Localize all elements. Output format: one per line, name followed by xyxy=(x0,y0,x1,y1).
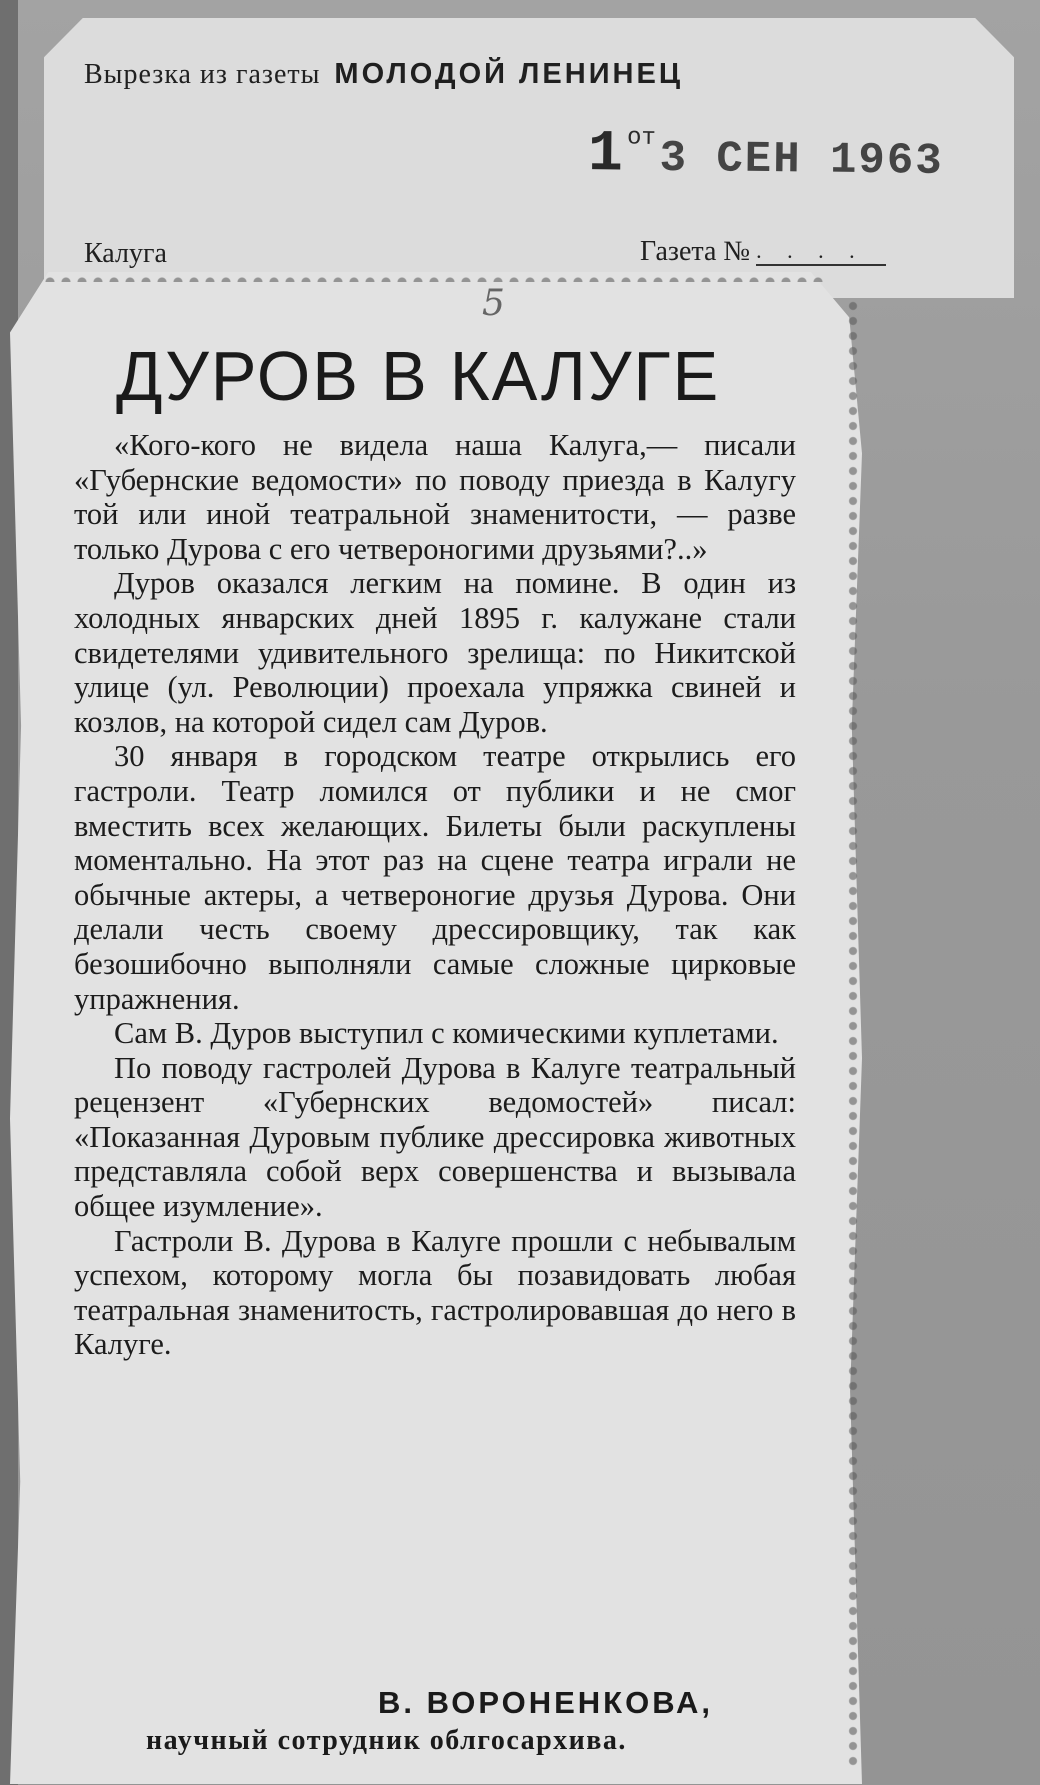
author-position: научный сотрудник облгосархива. xyxy=(146,1725,627,1756)
city-label: Калуга xyxy=(84,238,167,269)
stamp-date: 3 СЕН 1963 xyxy=(659,133,944,187)
article-paragraph: «Кого-кого не видела наша Калуга,— писали «Губернские ведомости» по поводу приезда в Калугу той или иной театральной знаменитости, — разве только Дурова с его четвероногими друзьями?..» xyxy=(74,428,796,566)
pencil-page-mark: 5 xyxy=(482,283,505,324)
stamp-from-label: от xyxy=(626,124,656,152)
folder-edge-shadow xyxy=(0,0,18,1785)
article-paragraph: Гастроли В. Дурова в Калуге прошли с небывалым успехом, которому могла бы позавидовать любая театральная знаменитость, гастролировавшая до него в Калуге. xyxy=(74,1223,796,1362)
article-body xyxy=(74,428,796,1362)
article-paragraph: Дуров оказался легким на помине. В один из холодных январских дней 1895 г. калужане стали свидетелями удивительного зрелища: по Никитской улице (ул. Революции) проехала упряжка свиней и козлов, на которой сидел сам Дуров. xyxy=(74,566,796,739)
issue-number-blank: . . . . xyxy=(756,238,886,266)
stamp-issue-number: 1 xyxy=(587,122,624,188)
date-stamp xyxy=(588,122,944,191)
newspaper-name: МОЛОДОЙ ЛЕНИНЕЦ xyxy=(334,58,684,90)
clipping-serrated-top-edge xyxy=(44,272,824,282)
article-paragraph: 30 января в городском театре открылись его гастроли. Театр ломился от публики и не смог вместить всех желающих. Билеты были раскуплены моментально. На этот раз на сцене театра играли не обычные актеры, а четвероногие друзья Дурова. Они делали честь своему дрессировщику, так как безошибочно выполняли самые сложные цирковые упражнения. xyxy=(74,739,796,1016)
issue-number-label: Газета № xyxy=(640,236,751,267)
author-signature: В. ВОРОНЕНКОВА, xyxy=(378,1685,714,1720)
article-headline: ДУРОВ В КАЛУГЕ xyxy=(116,337,721,415)
source-line xyxy=(84,58,683,91)
issue-number-field xyxy=(640,236,886,268)
source-label: Вырезка из газеты xyxy=(84,59,321,90)
article-paragraph: По поводу гастролей Дурова в Калуге театральный рецензент «Губернских ведомостей» писал: «Показанная Дуровым публике дрессировка животных представляла собой верх совершенства и вызывала общее изумление». xyxy=(74,1050,796,1224)
article-paragraph: Сам В. Дуров выступил с комическими куплетами. xyxy=(114,1016,779,1051)
clipping-serrated-right-edge xyxy=(848,300,858,1770)
